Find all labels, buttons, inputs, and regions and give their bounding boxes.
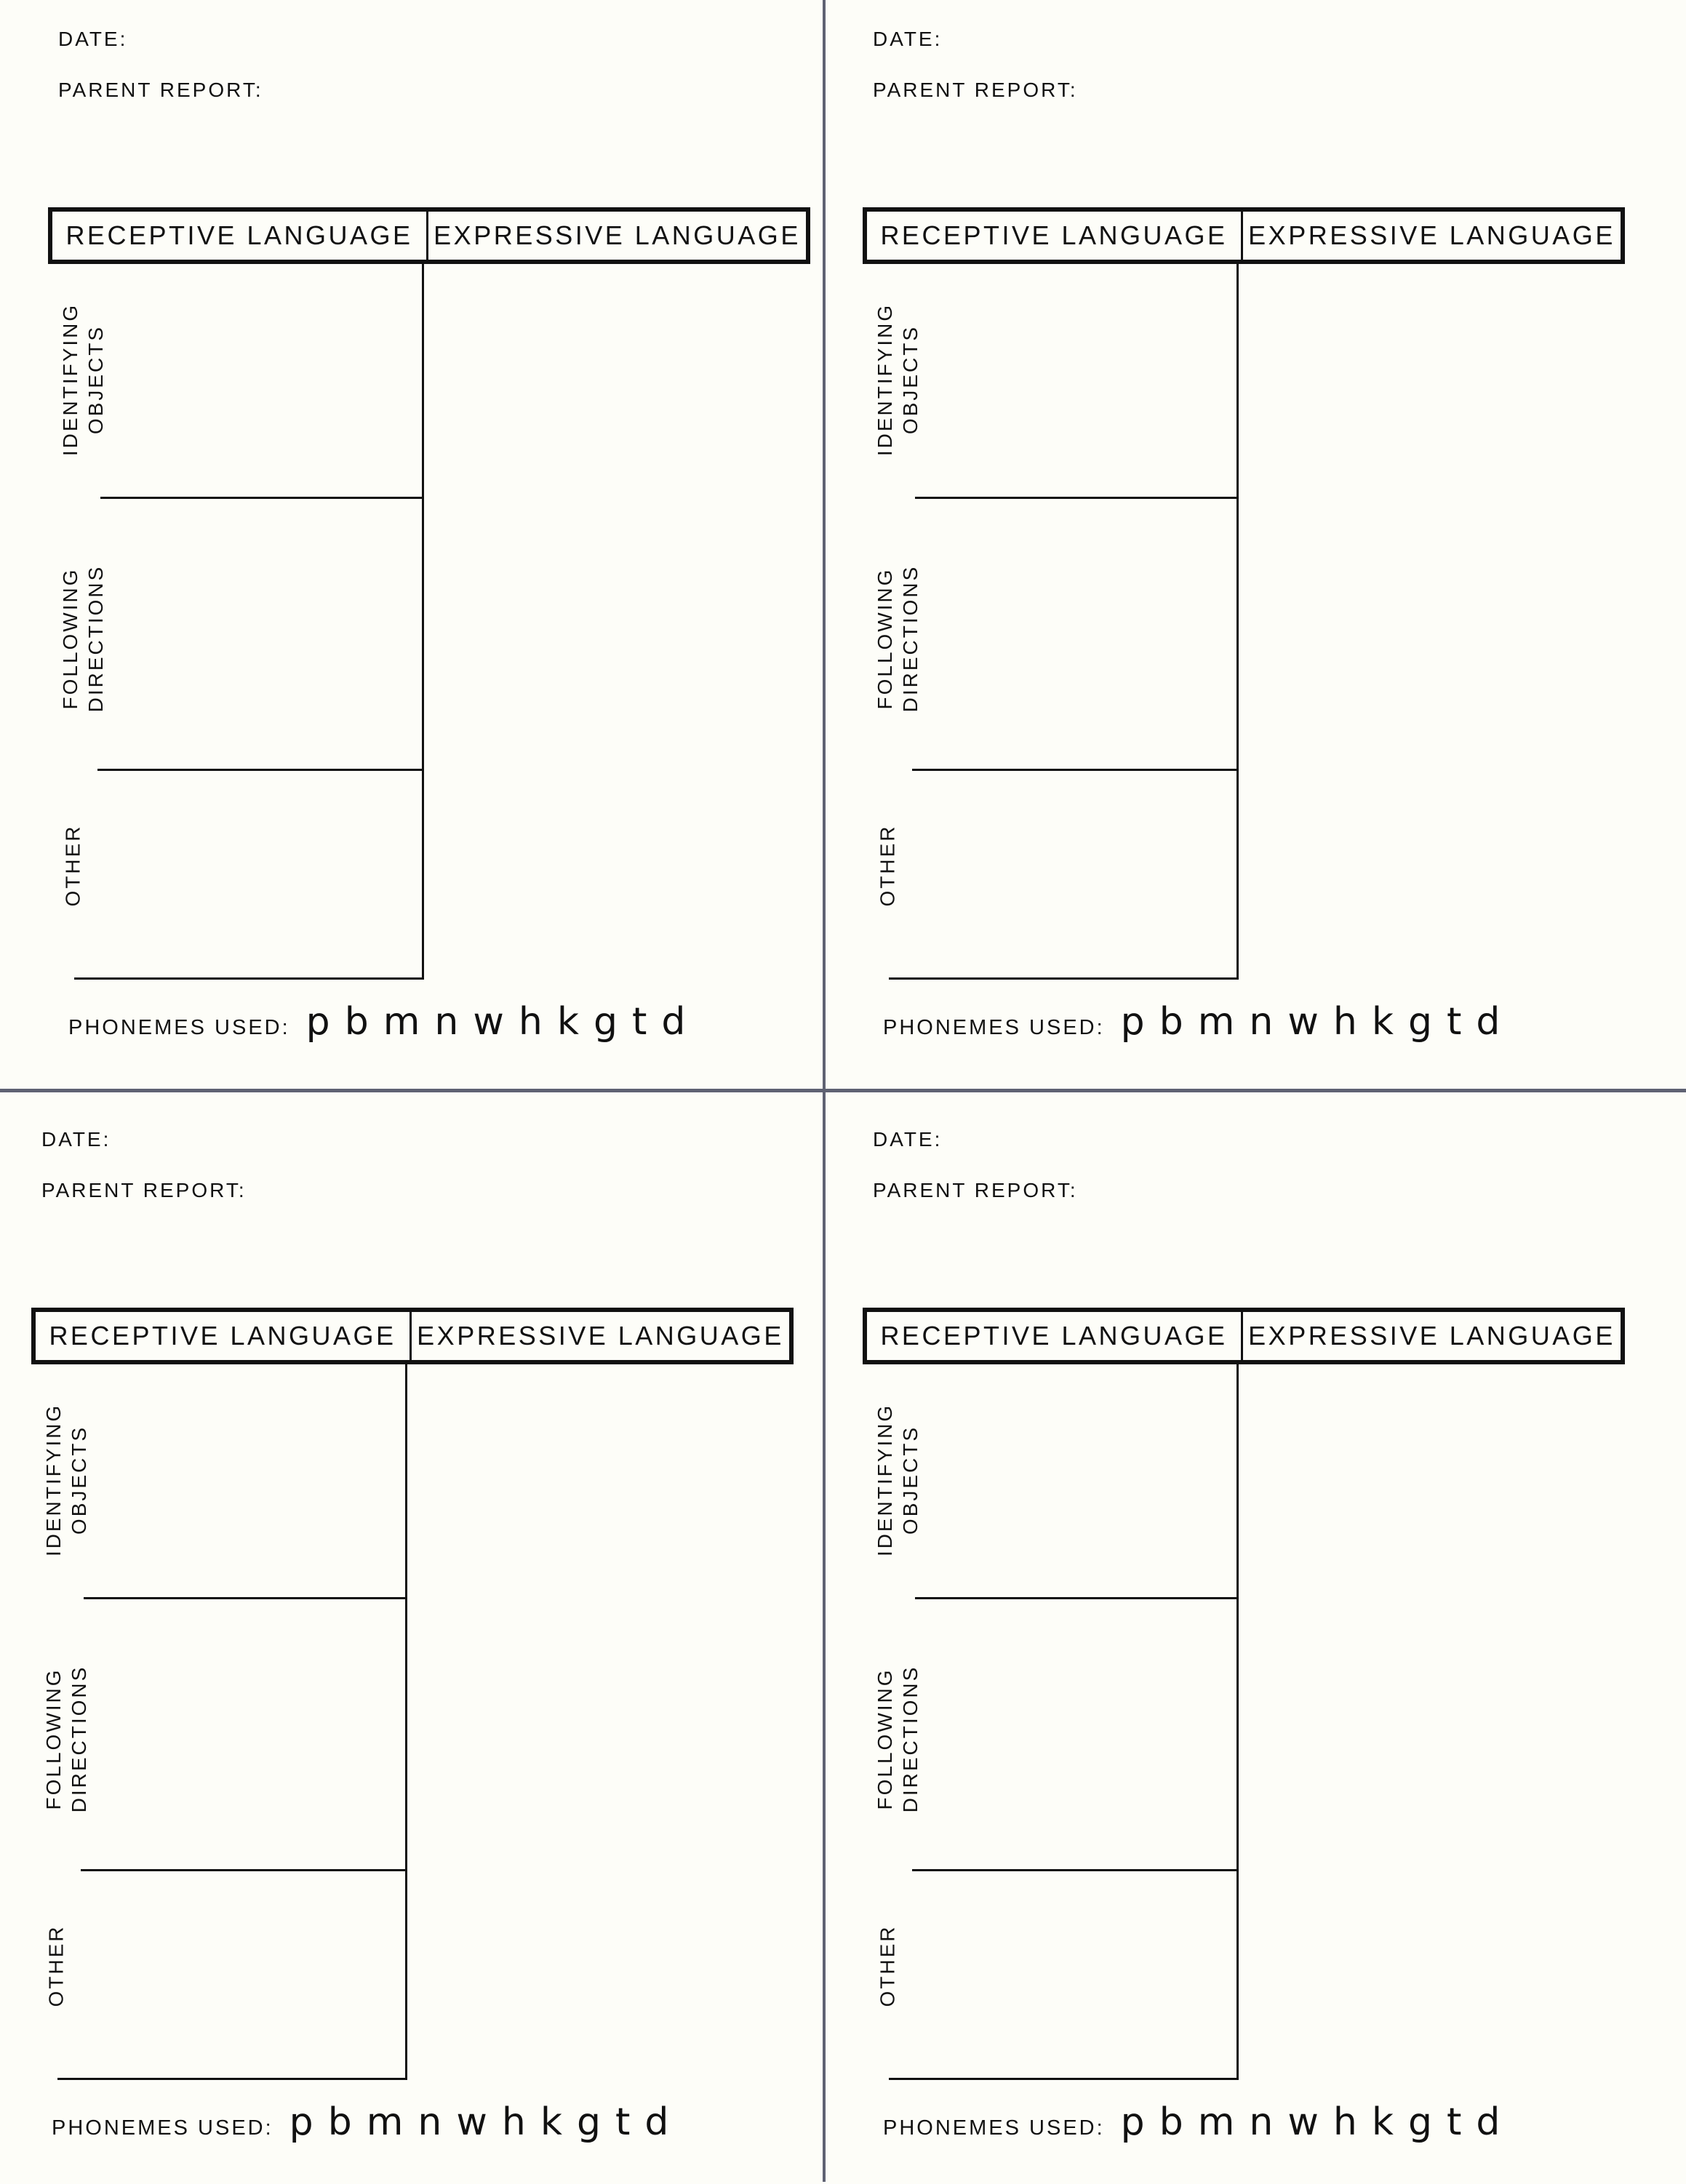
other-label — [875, 1925, 900, 2007]
section-label-line: IDENTIFYING — [42, 1403, 65, 1557]
phonemes-used-label: PHONEMES USED: — [883, 1016, 1105, 1039]
section-bottom-line — [57, 2078, 407, 2080]
language-table-header — [48, 207, 810, 264]
date-label: DATE: — [873, 1128, 943, 1151]
receptive-language-header: RECEPTIVE LANGUAGE — [36, 1312, 412, 1360]
phonemes-row — [68, 1000, 700, 1044]
date-label: DATE: — [41, 1128, 111, 1151]
phoneme: h — [1333, 1000, 1357, 1044]
report-card-top-left — [48, 0, 863, 1084]
section-label-line: IDENTIFYING — [59, 303, 81, 457]
expressive-language-header: EXPRESSIVE LANGUAGE — [1248, 220, 1615, 250]
section-label-line: OTHER — [44, 1924, 68, 2007]
phoneme: n — [1249, 2100, 1274, 2144]
language-table-header — [31, 1308, 794, 1364]
section-label-line: FOLLOWING — [874, 567, 896, 710]
parent-report-label: PARENT REPORT: — [873, 79, 1078, 101]
phoneme: t — [631, 1000, 647, 1044]
phoneme: k — [556, 1000, 579, 1044]
section-divider-line — [97, 769, 424, 771]
phonemes-used-label: PHONEMES USED: — [883, 2116, 1105, 2140]
section-label-line: OTHER — [61, 824, 84, 907]
phoneme-list — [1121, 2100, 1515, 2144]
phoneme: d — [1476, 1000, 1501, 1044]
section-divider-line — [84, 1597, 407, 1599]
section-divider-line — [100, 497, 424, 499]
phonemes-used-label: PHONEMES USED: — [52, 2116, 273, 2140]
section-bottom-line — [889, 2078, 1239, 2080]
section-label-line: OTHER — [876, 1924, 899, 2007]
phoneme: p — [1120, 1000, 1145, 1044]
other-label — [875, 825, 900, 907]
phonemes-used-label: PHONEMES USED: — [68, 1016, 290, 1039]
phonemes-row — [52, 2100, 683, 2144]
phoneme: t — [615, 2100, 631, 2144]
phoneme: h — [501, 2100, 526, 2144]
column-divider-line — [1236, 1360, 1239, 2080]
section-label-line: DIRECTIONS — [899, 1665, 922, 1813]
identifying-objects-label — [57, 303, 108, 456]
expressive-language-header: EXPRESSIVE LANGUAGE — [434, 220, 801, 250]
horizontal-page-divider — [0, 1089, 1686, 1092]
section-label-line: DIRECTIONS — [68, 1665, 90, 1813]
column-divider-line — [1236, 260, 1239, 980]
parent-report-label: PARENT REPORT: — [58, 79, 263, 101]
following-directions-label — [57, 565, 108, 713]
section-bottom-line — [74, 977, 424, 980]
phoneme: n — [1249, 1000, 1274, 1044]
phoneme: k — [540, 2100, 562, 2144]
phoneme-list — [289, 2100, 684, 2144]
phoneme: n — [417, 2100, 442, 2144]
following-directions-label — [872, 1665, 923, 1813]
phoneme: p — [289, 2100, 313, 2144]
section-label-line: OBJECTS — [68, 1425, 90, 1535]
identifying-objects-label — [872, 303, 923, 456]
receptive-language-header: RECEPTIVE LANGUAGE — [52, 212, 428, 260]
phoneme: g — [1407, 2100, 1432, 2144]
phoneme: w — [1287, 2100, 1319, 2144]
phoneme: t — [1446, 1000, 1462, 1044]
phoneme: d — [1476, 2100, 1501, 2144]
phonemes-row — [883, 2100, 1514, 2144]
phoneme: m — [383, 1000, 420, 1044]
following-directions-label — [41, 1665, 92, 1813]
section-divider-line — [912, 769, 1239, 771]
section-divider-line — [81, 1869, 407, 1871]
other-label — [44, 1925, 69, 2007]
section-divider-line — [912, 1869, 1239, 1871]
phoneme: g — [576, 2100, 601, 2144]
phoneme: p — [305, 1000, 330, 1044]
section-label-line: FOLLOWING — [42, 1668, 65, 1810]
section-label-line: FOLLOWING — [59, 567, 81, 710]
phoneme: d — [644, 2100, 669, 2144]
phoneme: n — [434, 1000, 459, 1044]
section-label-line: FOLLOWING — [874, 1668, 896, 1810]
section-divider-line — [915, 1597, 1239, 1599]
section-label-line: OBJECTS — [84, 324, 107, 435]
phoneme-list — [306, 1000, 700, 1044]
report-card-bottom-left — [31, 1100, 846, 2184]
phoneme: g — [1407, 1000, 1432, 1044]
section-label-line: IDENTIFYING — [874, 1403, 896, 1557]
report-card-bottom-right — [863, 1100, 1677, 2184]
report-card-top-right — [863, 0, 1677, 1084]
parent-report-label: PARENT REPORT: — [873, 1179, 1078, 1201]
phoneme: h — [1333, 2100, 1357, 2144]
phoneme: k — [1371, 1000, 1394, 1044]
date-label: DATE: — [58, 28, 128, 50]
phoneme: w — [456, 2100, 487, 2144]
identifying-objects-label — [872, 1404, 923, 1556]
following-directions-label — [872, 565, 923, 713]
section-divider-line — [915, 497, 1239, 499]
phoneme: k — [1371, 2100, 1394, 2144]
section-label-line: DIRECTIONS — [899, 564, 922, 713]
phonemes-row — [883, 1000, 1514, 1044]
identifying-objects-label — [41, 1404, 92, 1556]
phoneme: w — [473, 1000, 504, 1044]
section-label-line: IDENTIFYING — [874, 303, 896, 457]
phoneme: p — [1120, 2100, 1145, 2144]
section-label-line: OBJECTS — [899, 324, 922, 435]
phoneme: d — [661, 1000, 686, 1044]
language-table-header — [863, 1308, 1625, 1364]
phoneme: m — [1197, 1000, 1235, 1044]
phoneme: b — [1159, 2100, 1183, 2144]
section-label-line: OBJECTS — [899, 1425, 922, 1535]
parent-report-label: PARENT REPORT: — [41, 1179, 247, 1201]
language-table-header — [863, 207, 1625, 264]
phoneme: b — [1159, 1000, 1183, 1044]
phoneme: b — [327, 2100, 352, 2144]
phoneme: t — [1446, 2100, 1462, 2144]
section-label-line: OTHER — [876, 824, 899, 907]
phoneme-list — [1121, 1000, 1515, 1044]
receptive-language-header: RECEPTIVE LANGUAGE — [867, 1312, 1243, 1360]
section-label-line: DIRECTIONS — [84, 564, 107, 713]
column-divider-line — [422, 260, 424, 980]
date-label: DATE: — [873, 28, 943, 50]
column-divider-line — [405, 1360, 407, 2080]
phoneme: h — [518, 1000, 543, 1044]
phoneme: m — [1197, 2100, 1235, 2144]
expressive-language-header: EXPRESSIVE LANGUAGE — [417, 1321, 784, 1351]
expressive-language-header: EXPRESSIVE LANGUAGE — [1248, 1321, 1615, 1351]
section-bottom-line — [889, 977, 1239, 980]
phoneme: m — [366, 2100, 404, 2144]
other-label — [60, 825, 86, 907]
receptive-language-header: RECEPTIVE LANGUAGE — [867, 212, 1243, 260]
phoneme: b — [344, 1000, 369, 1044]
phoneme: g — [593, 1000, 618, 1044]
phoneme: w — [1287, 1000, 1319, 1044]
